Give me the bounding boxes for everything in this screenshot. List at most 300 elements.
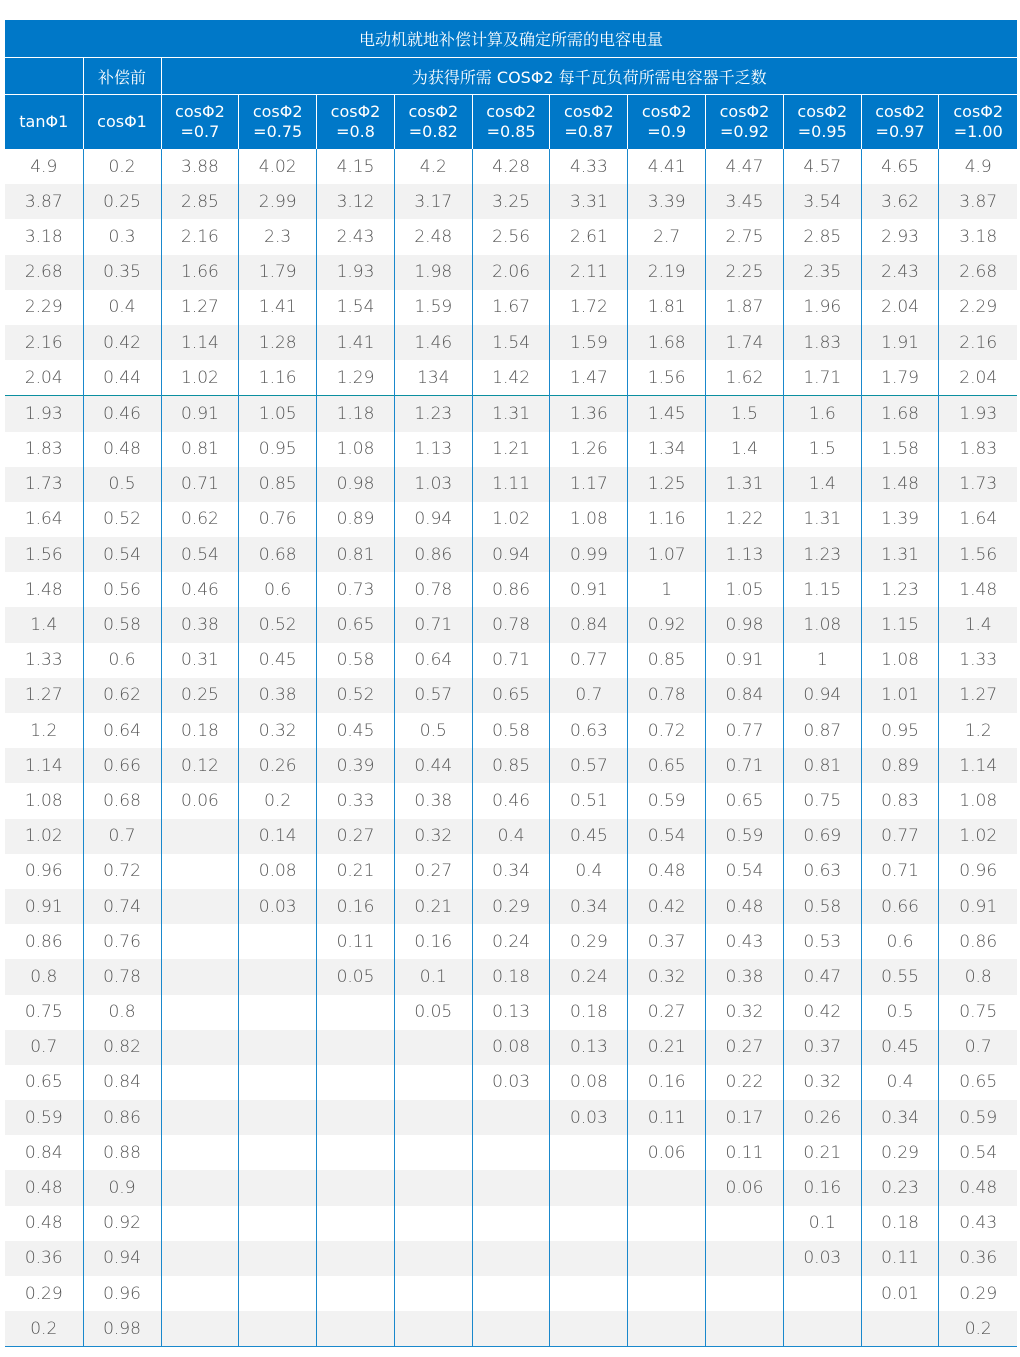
capacitor-kvar-cell: 2.68 — [939, 255, 1017, 290]
cos-phi1-cell: 0.42 — [83, 325, 161, 360]
cos-phi1-cell: 0.54 — [83, 537, 161, 572]
capacitor-kvar-cell: 0.25 — [161, 678, 239, 713]
capacitor-kvar-cell: 0.55 — [861, 959, 939, 994]
capacitor-kvar-cell — [161, 889, 239, 924]
capacitor-kvar-cell: 1.83 — [939, 432, 1017, 467]
capacitor-kvar-cell: 0.51 — [550, 783, 628, 818]
table-header — [5, 20, 1017, 149]
capacitor-kvar-cell: 3.54 — [783, 184, 861, 219]
capacitor-kvar-cell: 0.71 — [472, 643, 550, 678]
target-header-value: =0.7 — [180, 122, 220, 141]
capacitor-kvar-cell: 1.14 — [939, 748, 1017, 783]
capacitor-kvar-cell — [161, 1311, 239, 1347]
capacitor-kvar-cell: 0.77 — [706, 713, 784, 748]
capacitor-kvar-cell: 0.38 — [394, 783, 472, 818]
target-header-label: cosΦ2 — [486, 102, 536, 121]
table-row — [5, 396, 1017, 432]
table-row — [5, 1206, 1017, 1241]
capacitor-kvar-cell: 0.59 — [706, 819, 784, 854]
capacitor-kvar-cell — [394, 1065, 472, 1100]
capacitor-kvar-cell — [161, 819, 239, 854]
capacitor-kvar-cell: 0.42 — [783, 995, 861, 1030]
capacitor-kvar-cell: 1.21 — [472, 432, 550, 467]
table-row — [5, 432, 1017, 467]
capacitor-kvar-cell: 0.84 — [706, 678, 784, 713]
capacitor-kvar-cell: 3.18 — [939, 219, 1017, 254]
tan-phi1-cell: 1.14 — [5, 748, 83, 783]
capacitor-kvar-cell — [394, 1311, 472, 1347]
capacitor-kvar-cell: 0.65 — [628, 748, 706, 783]
capacitor-kvar-cell: 2.04 — [939, 360, 1017, 396]
cos-phi1-cell: 0.74 — [83, 889, 161, 924]
cos-phi1-cell: 0.98 — [83, 1311, 161, 1347]
capacitor-kvar-cell — [239, 1030, 317, 1065]
capacitor-kvar-cell: 0.29 — [861, 1135, 939, 1170]
tan-phi1-cell: 2.04 — [5, 360, 83, 396]
capacitor-kvar-cell: 1.68 — [861, 396, 939, 432]
capacitor-kvar-cell: 0.87 — [783, 713, 861, 748]
cos-phi1-cell: 0.25 — [83, 184, 161, 219]
capacitor-kvar-cell: 0.73 — [317, 572, 395, 607]
cos-phi1-cell: 0.7 — [83, 819, 161, 854]
capacitor-kvar-cell: 1.74 — [706, 325, 784, 360]
capacitor-kvar-cell: 1.54 — [317, 290, 395, 325]
capacitor-kvar-cell: 0.21 — [317, 854, 395, 889]
capacitor-kvar-cell: 0.29 — [550, 924, 628, 959]
tan-phi1-cell: 0.84 — [5, 1135, 83, 1170]
capacitor-kvar-cell: 0.98 — [706, 607, 784, 642]
target-cos-phi2-header — [239, 95, 317, 150]
capacitor-kvar-cell: 0.5 — [394, 713, 472, 748]
cos-phi1-cell: 0.92 — [83, 1206, 161, 1241]
capacitor-kvar-cell: 1.08 — [861, 643, 939, 678]
capacitor-kvar-cell: 0.69 — [783, 819, 861, 854]
capacitor-kvar-cell: 0.66 — [861, 889, 939, 924]
capacitor-kvar-cell: 0.18 — [861, 1206, 939, 1241]
capacitor-kvar-cell: 0.65 — [317, 607, 395, 642]
capacitor-kvar-cell: 0.18 — [161, 713, 239, 748]
capacitor-kvar-cell — [161, 854, 239, 889]
cos-phi1-cell: 0.56 — [83, 572, 161, 607]
tan-phi1-cell: 0.59 — [5, 1100, 83, 1135]
capacitor-kvar-cell: 1.59 — [394, 290, 472, 325]
capacitor-kvar-cell: 0.11 — [861, 1241, 939, 1276]
target-header-value: =0.97 — [875, 122, 925, 141]
capacitor-kvar-cell — [317, 1170, 395, 1205]
tan-phi1-cell: 1.02 — [5, 819, 83, 854]
capacitor-kvar-cell: 2.04 — [861, 290, 939, 325]
target-header-value: =0.75 — [253, 122, 303, 141]
capacitor-kvar-cell: 1.16 — [628, 502, 706, 537]
capacitor-kvar-cell: 0.78 — [394, 572, 472, 607]
capacitor-kvar-cell — [628, 1170, 706, 1205]
capacitor-kvar-cell: 2.19 — [628, 255, 706, 290]
capacitor-kvar-cell: 1.93 — [939, 396, 1017, 432]
target-cos-phi2-header — [472, 95, 550, 150]
tan-phi1-cell: 1.33 — [5, 643, 83, 678]
capacitor-kvar-cell — [239, 1206, 317, 1241]
capacitor-kvar-cell: 0.96 — [939, 854, 1017, 889]
capacitor-kvar-cell: 1.29 — [317, 360, 395, 396]
capacitor-kvar-cell: 0.08 — [239, 854, 317, 889]
capacitor-kvar-cell: 1.11 — [472, 467, 550, 502]
cos-phi1-cell: 0.66 — [83, 748, 161, 783]
capacitor-kvar-cell: 0.16 — [628, 1065, 706, 1100]
capacitor-kvar-cell: 0.37 — [628, 924, 706, 959]
capacitor-kvar-cell: 0.62 — [161, 502, 239, 537]
target-cos-phi2-header — [628, 95, 706, 150]
capacitor-kvar-cell: 0.64 — [394, 643, 472, 678]
tan-phi1-cell: 0.48 — [5, 1206, 83, 1241]
capacitor-kvar-cell: 1.83 — [783, 325, 861, 360]
capacitor-kvar-cell — [239, 1170, 317, 1205]
capacitor-kvar-cell: 0.91 — [706, 643, 784, 678]
target-header-label: cosΦ2 — [175, 102, 225, 121]
table-body — [5, 149, 1017, 1347]
capacitor-kvar-cell: 0.08 — [550, 1065, 628, 1100]
capacitor-kvar-cell: 0.54 — [161, 537, 239, 572]
capacitor-kvar-cell: 0.36 — [939, 1241, 1017, 1276]
table-row — [5, 678, 1017, 713]
table-row — [5, 149, 1017, 184]
capacitor-kvar-cell: 0.81 — [161, 432, 239, 467]
capacitor-kvar-cell: 0.94 — [783, 678, 861, 713]
capacitor-kvar-cell — [472, 1311, 550, 1347]
cos-phi1-cell: 0.9 — [83, 1170, 161, 1205]
capacitor-kvar-cell: 1.01 — [861, 678, 939, 713]
capacitor-kvar-cell: 1.5 — [783, 432, 861, 467]
capacitor-kvar-cell — [317, 995, 395, 1030]
capacitor-kvar-cell: 1.68 — [628, 325, 706, 360]
target-header-value: =0.9 — [647, 122, 687, 141]
tan-phi1-cell: 0.96 — [5, 854, 83, 889]
capacitor-kvar-cell — [239, 924, 317, 959]
capacitor-kvar-cell: 0.45 — [550, 819, 628, 854]
capacitor-kvar-cell: 0.11 — [706, 1135, 784, 1170]
capacitor-kvar-cell: 1.14 — [161, 325, 239, 360]
target-header-value: =0.87 — [564, 122, 614, 141]
cos-phi1-cell: 0.62 — [83, 678, 161, 713]
capacitor-kvar-cell: 4.57 — [783, 149, 861, 184]
capacitor-kvar-cell: 0.99 — [550, 537, 628, 572]
capacitor-kvar-cell: 0.59 — [939, 1100, 1017, 1135]
capacitor-kvar-cell: 0.53 — [783, 924, 861, 959]
capacitor-kvar-cell: 1.98 — [394, 255, 472, 290]
capacitor-kvar-cell: 0.27 — [317, 819, 395, 854]
capacitor-kvar-cell: 1.72 — [550, 290, 628, 325]
capacitor-kvar-cell: 0.48 — [706, 889, 784, 924]
tan-phi1-cell: 2.29 — [5, 290, 83, 325]
capacitor-kvar-cell: 0.81 — [317, 537, 395, 572]
capacitor-kvar-cell: 1.81 — [628, 290, 706, 325]
target-header-label: cosΦ2 — [641, 102, 692, 121]
capacitor-kvar-cell: 0.32 — [706, 995, 784, 1030]
tan-phi1-cell: 1.27 — [5, 678, 83, 713]
capacitor-kvar-cell: 2.3 — [239, 219, 317, 254]
capacitor-kvar-cell: 0.57 — [550, 748, 628, 783]
capacitor-kvar-cell: 0.23 — [861, 1170, 939, 1205]
capacitor-kvar-cell — [161, 1276, 239, 1311]
capacitor-kvar-cell — [317, 1030, 395, 1065]
capacitor-kvar-cell: 1.08 — [783, 607, 861, 642]
capacitor-kvar-cell: 0.24 — [550, 959, 628, 994]
table-row — [5, 854, 1017, 889]
capacitor-kvar-cell — [317, 1206, 395, 1241]
capacitor-kvar-cell: 2.06 — [472, 255, 550, 290]
capacitor-kvar-cell: 1.46 — [394, 325, 472, 360]
capacitor-kvar-cell: 0.43 — [706, 924, 784, 959]
capacitor-kvar-cell — [161, 1241, 239, 1276]
tan-phi1-cell: 0.7 — [5, 1030, 83, 1065]
capacitor-kvar-cell: 1.79 — [239, 255, 317, 290]
tan-phi1-cell: 1.48 — [5, 572, 83, 607]
table-row — [5, 959, 1017, 994]
capacitor-kvar-cell — [550, 1206, 628, 1241]
capacitor-kvar-cell — [472, 1206, 550, 1241]
capacitor-kvar-cell — [161, 1100, 239, 1135]
capacitor-kvar-cell: 1.6 — [783, 396, 861, 432]
capacitor-kvar-cell: 0.85 — [628, 643, 706, 678]
target-header-value: =0.85 — [486, 122, 536, 141]
capacitor-kvar-cell: 0.81 — [783, 748, 861, 783]
capacitor-kvar-cell — [706, 1276, 784, 1311]
capacitor-kvar-cell: 0.86 — [472, 572, 550, 607]
capacitor-kvar-cell: 0.91 — [161, 396, 239, 432]
table-row — [5, 360, 1017, 396]
cos-phi1-cell: 0.84 — [83, 1065, 161, 1100]
capacitor-compensation-table — [5, 20, 1017, 1347]
tan-phi1-cell: 1.73 — [5, 467, 83, 502]
cos-phi1-cell: 0.94 — [83, 1241, 161, 1276]
capacitor-kvar-cell: 0.14 — [239, 819, 317, 854]
capacitor-kvar-cell: 0.47 — [783, 959, 861, 994]
capacitor-kvar-cell: 4.9 — [939, 149, 1017, 184]
table-row — [5, 1241, 1017, 1276]
tan-phi1-cell: 1.93 — [5, 396, 83, 432]
capacitor-kvar-cell: 0.65 — [706, 783, 784, 818]
capacitor-kvar-cell: 1.56 — [628, 360, 706, 396]
capacitor-kvar-cell: 1.5 — [706, 396, 784, 432]
capacitor-kvar-cell: 0.18 — [550, 995, 628, 1030]
table-row — [5, 502, 1017, 537]
table-row — [5, 783, 1017, 818]
tan-phi1-cell: 0.75 — [5, 995, 83, 1030]
capacitor-kvar-cell: 1.42 — [472, 360, 550, 396]
cos-phi1-cell: 0.6 — [83, 643, 161, 678]
table-row — [5, 219, 1017, 254]
capacitor-kvar-cell — [239, 1276, 317, 1311]
before-compensation-header: 补偿前 — [83, 58, 161, 95]
capacitor-kvar-cell: 1.27 — [161, 290, 239, 325]
cos-phi1-cell: 0.35 — [83, 255, 161, 290]
capacitor-kvar-cell: 0.75 — [783, 783, 861, 818]
target-header-label: cosΦ2 — [719, 102, 770, 121]
capacitor-kvar-cell: 0.91 — [550, 572, 628, 607]
capacitor-kvar-cell: 1.91 — [861, 325, 939, 360]
capacitor-kvar-cell: 0.06 — [706, 1170, 784, 1205]
capacitor-kvar-cell: 1.15 — [783, 572, 861, 607]
capacitor-kvar-cell — [628, 1276, 706, 1311]
tan-phi1-cell: 1.4 — [5, 607, 83, 642]
capacitor-kvar-cell: 0.27 — [706, 1030, 784, 1065]
capacitor-kvar-cell: 0.44 — [394, 748, 472, 783]
target-header-label: cosΦ2 — [797, 102, 848, 121]
capacitor-kvar-cell — [706, 1241, 784, 1276]
capacitor-kvar-cell: 2.85 — [783, 219, 861, 254]
capacitor-kvar-cell: 0.92 — [628, 607, 706, 642]
capacitor-kvar-cell: 0.7 — [550, 678, 628, 713]
capacitor-kvar-cell: 0.77 — [861, 819, 939, 854]
capacitor-kvar-cell: 0.03 — [550, 1100, 628, 1135]
cos-phi1-cell: 0.82 — [83, 1030, 161, 1065]
capacitor-kvar-cell: 0.95 — [239, 432, 317, 467]
capacitor-kvar-cell — [317, 1065, 395, 1100]
capacitor-kvar-cell: 2.93 — [861, 219, 939, 254]
table-row — [5, 819, 1017, 854]
capacitor-kvar-cell — [550, 1311, 628, 1347]
capacitor-kvar-cell: 1.23 — [861, 572, 939, 607]
capacitor-kvar-cell — [317, 1241, 395, 1276]
capacitor-kvar-cell: 1.05 — [239, 396, 317, 432]
capacitor-kvar-cell: 2.11 — [550, 255, 628, 290]
capacitor-kvar-cell: 1.64 — [939, 502, 1017, 537]
capacitor-kvar-cell: 1 — [628, 572, 706, 607]
capacitor-kvar-cell: 0.06 — [628, 1135, 706, 1170]
capacitor-kvar-cell — [550, 1170, 628, 1205]
table-row — [5, 1030, 1017, 1065]
capacitor-kvar-cell: 0.39 — [317, 748, 395, 783]
capacitor-kvar-cell — [706, 1206, 784, 1241]
capacitor-kvar-cell: 0.12 — [161, 748, 239, 783]
tan-phi1-cell: 4.9 — [5, 149, 83, 184]
target-cos-phi2-header — [706, 95, 784, 150]
capacitor-kvar-cell: 1.41 — [317, 325, 395, 360]
capacitor-kvar-cell — [317, 1276, 395, 1311]
capacitor-kvar-cell — [394, 1241, 472, 1276]
capacitor-kvar-cell: 0.34 — [861, 1100, 939, 1135]
cos-phi1-cell: 0.86 — [83, 1100, 161, 1135]
capacitor-kvar-cell: 0.48 — [939, 1170, 1017, 1205]
capacitor-kvar-cell: 1.16 — [239, 360, 317, 396]
capacitor-kvar-cell: 1.87 — [706, 290, 784, 325]
tan-phi1-cell: 2.68 — [5, 255, 83, 290]
capacitor-kvar-cell: 1.41 — [239, 290, 317, 325]
capacitor-kvar-cell — [161, 959, 239, 994]
capacitor-kvar-cell: 0.22 — [706, 1065, 784, 1100]
tan-phi1-cell: 3.18 — [5, 219, 83, 254]
capacitor-kvar-cell: 1.13 — [706, 537, 784, 572]
capacitor-kvar-cell: 1.73 — [939, 467, 1017, 502]
cos-phi1-cell: 0.8 — [83, 995, 161, 1030]
capacitor-kvar-cell — [239, 1100, 317, 1135]
target-header-label: cosΦ2 — [330, 102, 381, 121]
tan-phi1-cell: 0.36 — [5, 1241, 83, 1276]
capacitor-kvar-cell: 2.16 — [939, 325, 1017, 360]
table-row — [5, 889, 1017, 924]
capacitor-kvar-cell — [161, 1170, 239, 1205]
capacitor-kvar-cell: 0.4 — [550, 854, 628, 889]
table-row — [5, 325, 1017, 360]
capacitor-kvar-cell — [317, 1311, 395, 1347]
capacitor-kvar-cell: 2.43 — [317, 219, 395, 254]
table-row — [5, 607, 1017, 642]
capacitor-kvar-cell: 0.18 — [472, 959, 550, 994]
capacitor-kvar-cell: 0.05 — [394, 995, 472, 1030]
capacitor-kvar-cell: 1.27 — [939, 678, 1017, 713]
target-cos-phi2-header — [861, 95, 939, 150]
capacitor-kvar-cell: 0.48 — [628, 854, 706, 889]
capacitor-kvar-cell — [628, 1206, 706, 1241]
capacitor-kvar-cell: 1.02 — [472, 502, 550, 537]
capacitor-kvar-cell: 134 — [394, 360, 472, 396]
capacitor-kvar-cell — [550, 1135, 628, 1170]
capacitor-kvar-cell: 1.34 — [628, 432, 706, 467]
capacitor-kvar-cell: 0.45 — [861, 1030, 939, 1065]
target-cos-phi2-header — [783, 95, 861, 150]
target-header-label: cosΦ2 — [953, 102, 1004, 121]
capacitor-kvar-cell — [550, 1241, 628, 1276]
tan-phi1-cell: 0.8 — [5, 959, 83, 994]
capacitor-kvar-cell — [628, 1241, 706, 1276]
tan-phi1-cell: 0.86 — [5, 924, 83, 959]
capacitor-kvar-cell — [472, 1135, 550, 1170]
capacitor-kvar-cell: 0.58 — [783, 889, 861, 924]
capacitor-kvar-cell: 4.41 — [628, 149, 706, 184]
capacitor-kvar-cell: 0.42 — [628, 889, 706, 924]
capacitor-kvar-cell: 0.27 — [394, 854, 472, 889]
capacitor-kvar-cell — [239, 959, 317, 994]
target-header-value: =1.00 — [953, 122, 1003, 141]
capacitor-kvar-cell: 4.47 — [706, 149, 784, 184]
capacitor-kvar-cell: 1.36 — [550, 396, 628, 432]
capacitor-kvar-cell: 1.31 — [783, 502, 861, 537]
capacitor-kvar-cell: 0.11 — [317, 924, 395, 959]
target-header-label: cosΦ2 — [564, 102, 614, 121]
table-row — [5, 1276, 1017, 1311]
capacitor-kvar-cell: 0.37 — [783, 1030, 861, 1065]
capacitor-kvar-cell: 1.59 — [550, 325, 628, 360]
capacitor-kvar-cell: 0.1 — [783, 1206, 861, 1241]
capacitor-kvar-cell: 0.52 — [239, 607, 317, 642]
capacitor-kvar-cell: 0.32 — [239, 713, 317, 748]
capacitor-kvar-cell: 1.07 — [628, 537, 706, 572]
capacitor-kvar-cell: 1.96 — [783, 290, 861, 325]
capacitor-kvar-cell: 1.17 — [550, 467, 628, 502]
capacitor-kvar-cell: 0.4 — [861, 1065, 939, 1100]
capacitor-kvar-cell: 0.06 — [161, 783, 239, 818]
capacitor-kvar-cell: 1.28 — [239, 325, 317, 360]
target-header-value: =0.82 — [408, 122, 458, 141]
capacitor-kvar-cell — [239, 1135, 317, 1170]
capacitor-kvar-cell: 1.08 — [317, 432, 395, 467]
capacitor-kvar-cell: 4.2 — [394, 149, 472, 184]
capacitor-kvar-cell — [472, 1276, 550, 1311]
cos-phi1-cell: 0.88 — [83, 1135, 161, 1170]
capacitor-kvar-cell: 0.65 — [939, 1065, 1017, 1100]
cos-phi1-cell: 0.44 — [83, 360, 161, 396]
capacitor-kvar-cell: 1.02 — [939, 819, 1017, 854]
capacitor-kvar-cell: 0.34 — [472, 854, 550, 889]
tan-phi1-cell: 1.64 — [5, 502, 83, 537]
capacitor-kvar-cell: 2.7 — [628, 219, 706, 254]
capacitor-kvar-cell: 0.98 — [317, 467, 395, 502]
cos-phi1-cell: 0.3 — [83, 219, 161, 254]
capacitor-kvar-cell: 0.84 — [550, 607, 628, 642]
capacitor-kvar-cell: 0.16 — [394, 924, 472, 959]
table-row — [5, 255, 1017, 290]
capacitor-kvar-cell: 0.77 — [550, 643, 628, 678]
capacitor-kvar-cell: 1.48 — [939, 572, 1017, 607]
